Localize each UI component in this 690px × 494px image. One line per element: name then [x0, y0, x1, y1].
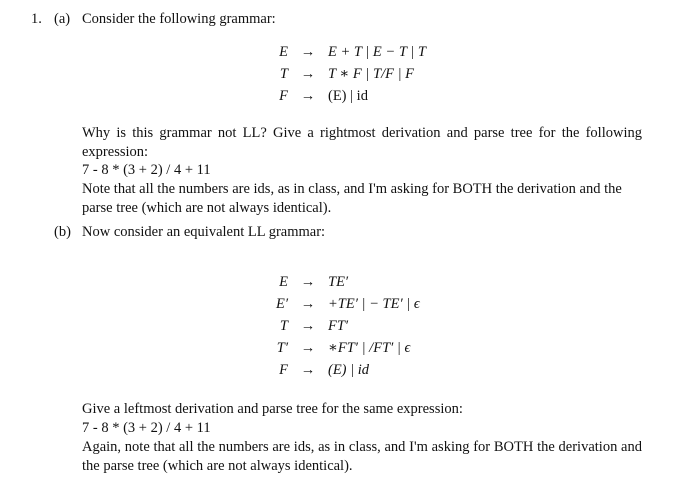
rule-lhs: T′	[276, 339, 288, 356]
part-b-note: Again, note that all the numbers are ids, as in class, and I'm asking for BOTH the derivation and the parse tree (which are not always identical).	[82, 439, 642, 474]
grammar-b-rule	[266, 359, 420, 381]
part-a-intro: Consider the following grammar:	[82, 11, 276, 27]
rule-rhs: ∗FT′ | /FT′ | ϵ	[328, 339, 411, 356]
part-a-question: Why is this grammar not LL? Give a rightmost derivation and parse tree for the following expression:	[82, 125, 642, 160]
arrow-icon: →	[300, 43, 316, 60]
part-b-intro: Now consider an equivalent LL grammar:	[82, 224, 326, 240]
rule-lhs: T	[279, 317, 288, 334]
grammar-b-rule	[266, 293, 420, 315]
rule-lhs: E′	[275, 295, 288, 312]
arrow-icon: →	[300, 87, 316, 104]
problem-number: 1.	[31, 11, 42, 27]
part-b-question: Give a leftmost derivation and parse tree for the same expression:	[82, 401, 463, 417]
grammar-a	[266, 41, 426, 107]
grammar-a-rule	[266, 41, 426, 63]
rule-rhs: (E) | id	[328, 361, 370, 378]
part-a-note: Note that all the numbers are ids, as in class, and I'm asking for BOTH the derivation and the parse tree (which are not always identical).	[82, 181, 622, 216]
rule-rhs: TE′	[328, 273, 349, 290]
rule-lhs: F	[279, 361, 288, 378]
rule-lhs: F	[279, 87, 288, 104]
arrow-icon: →	[300, 65, 316, 82]
part-b-expression: 7 - 8 * (3 + 2) / 4 + 11	[82, 420, 211, 436]
rule-lhs: E	[279, 273, 288, 290]
rule-rhs: FT′	[328, 317, 349, 334]
arrow-icon: →	[300, 339, 316, 356]
grammar-b-rule	[266, 337, 420, 359]
grammar-b-rule	[266, 271, 420, 293]
arrow-icon: →	[300, 361, 316, 378]
grammar-b-rule	[266, 315, 420, 337]
rule-rhs: (E) | id	[328, 87, 368, 104]
part-a-label: (a)	[54, 11, 71, 27]
rule-rhs: T ∗ F | T/F | F	[328, 65, 415, 82]
arrow-icon: →	[300, 295, 316, 312]
grammar-b	[266, 271, 420, 381]
rule-lhs: E	[279, 43, 288, 60]
rule-lhs: T	[279, 65, 288, 82]
part-b-label: (b)	[54, 224, 71, 240]
arrow-icon: →	[300, 317, 316, 334]
part-a-expression: 7 - 8 * (3 + 2) / 4 + 11	[82, 162, 211, 178]
arrow-icon: →	[300, 273, 316, 290]
grammar-a-rule	[266, 63, 426, 85]
rule-rhs: E + T | E − T | T	[328, 43, 426, 60]
rule-rhs: +TE′ | − TE′ | ϵ	[328, 295, 420, 312]
grammar-a-rule	[266, 85, 426, 107]
